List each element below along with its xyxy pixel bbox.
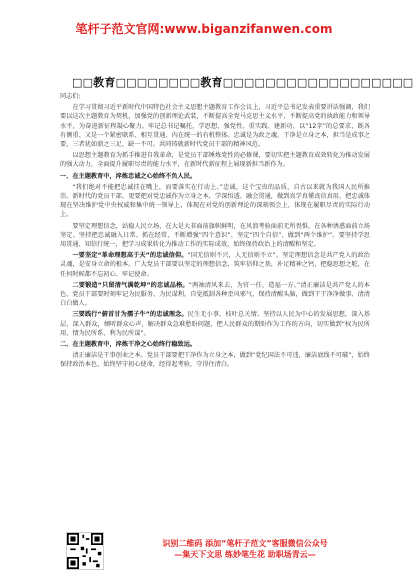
- qr-code-icon[interactable]: [66, 532, 104, 570]
- subsection-text: 民生无小事，枝叶总关情。坚持以人民为中心的发展思想，深入基层、深入群众，倾听群众心声，解决群众急难愁盼问题，把人民群众的期盼作为工作的方向，切实做到“权为民所用、情为民所系、利为民所谋”。: [60, 311, 370, 337]
- paragraph: 以思想主题教育为抓手推进自我革命，是党员干部锤炼党性的必修课，要切实把主题教育成效转化为推动发展的强大动力，全面提升履职尽责的能力水平，在新时代新征程上展现新担当新作为。: [60, 152, 370, 169]
- subsection-text: “国无信则不兴，人无信则不立”。坚定理想信念是共产党人的政治灵魂，是安身立命的根本。广大党员干部要以坚定的理想信念，筑牢信仰之基，补足精神之钙，把稳思想之舵，在任何时候都不忘初心、牢记使命。: [60, 252, 370, 278]
- subsection-heading: 一要坚定“革命理想高于天”的忠诚信仰。: [72, 252, 188, 260]
- document-body: [60, 92, 370, 372]
- salutation: 同志们:: [60, 93, 81, 100]
- subsection-heading: 二要锻造“只留清气满乾坤”的忠诚品格。: [72, 281, 189, 289]
- footer-promo: [140, 538, 350, 560]
- paragraph: 清正廉洁是干事创业之本。党员干部要把干净作为立身之本，做到“党纪国法不可违，廉洁底线不可破”，始终保持政治本色，始终坚守初心使命，经得起考验，守得住清白。: [60, 352, 370, 369]
- subsection: [60, 281, 370, 309]
- subsection-text: “两袖清风来去，为官一任，造福一方。”清正廉洁是共产党人的本色。党员干部要时刻牢记为民服务、为民谋利，自觉抵制各种歪风邪气，保持清醒头脑，做到干干净净做事、清清白白做人。: [60, 281, 370, 308]
- subsection-heading: 三要践行“俯首甘为孺子牛”的忠诚理念。: [72, 311, 188, 319]
- footer: [0, 532, 408, 572]
- document-title: □□教育□□□□□□□□教育□□□□□□□□□□□□□□□□□□: [72, 76, 413, 89]
- paragraph: 在学习贯彻习近平新时代中国特色社会主义思想主题教育工作会议上，习近平总书记发表重要讲话强调，我们要以这次主题教育为契机，加强党的创新理论武装，不断提高全党马克思主义水平，不断提高党的执政能力和领导水平，为奋进新征程凝心聚力。牢记总书记嘱托，学思想、强党性、重实践、建新功，以“12字”的总要求，既各有侧重、又是一个紧密联系、相互贯通、内在统一的有机整体。忠诚是为政之魂，干净是立身之本，担当是成事之要，三者犹如鼎之三足，缺一不可。共同铸就新时代党员干部的精神风范。: [60, 104, 370, 149]
- section-heading: 一、在主题教育中，淬炼忠诚之心始终不负人民。: [60, 172, 197, 180]
- section-heading: 二、在主题教育中，淬炼干净之心始终行稳致远。: [60, 341, 197, 349]
- site-header-title[interactable]: 笔杆子范文官网:www.biganzifanwen.com: [75, 22, 333, 36]
- subsection: [60, 310, 370, 338]
- subsection: [60, 251, 370, 279]
- footer-line: —集天下文思 练妙笔生花 助职场青云—: [174, 550, 316, 559]
- paragraph: 要坚定理想信念，站稳人民立场，在大是大非面前旗帜鲜明，在风浪考验面前无所畏惧，在各种诱惑面前立场坚定。坚持把忠诚融入日常、抓在经常，不断增强“四个意识”、坚定“四个自信”、做到“两个维护”。要坚持学思用贯通、知信行统一，把学习成果转化为推动工作的实际成效，始终保持政治上的清醒和坚定。: [60, 222, 370, 249]
- paragraph: “我们绝对不能把忠诚挂在嘴上，而要落实在行动上。”忠诚，这个宝贵的品质，自古以来就为我国人民所推崇。新时代的党员干部，更要把对党忠诚作为立身之本，学深悟透、融会贯通，做到真学真懂真信真用，把忠诚体现在坚决维护党中央权威和集中统一领导上，体现在对党的创新理论的深刻领会上，体现在履职尽责的实际行动上。: [60, 183, 370, 219]
- footer-line: 识别二维码 添加“笔杆子范文”客服微信公众号: [162, 539, 328, 548]
